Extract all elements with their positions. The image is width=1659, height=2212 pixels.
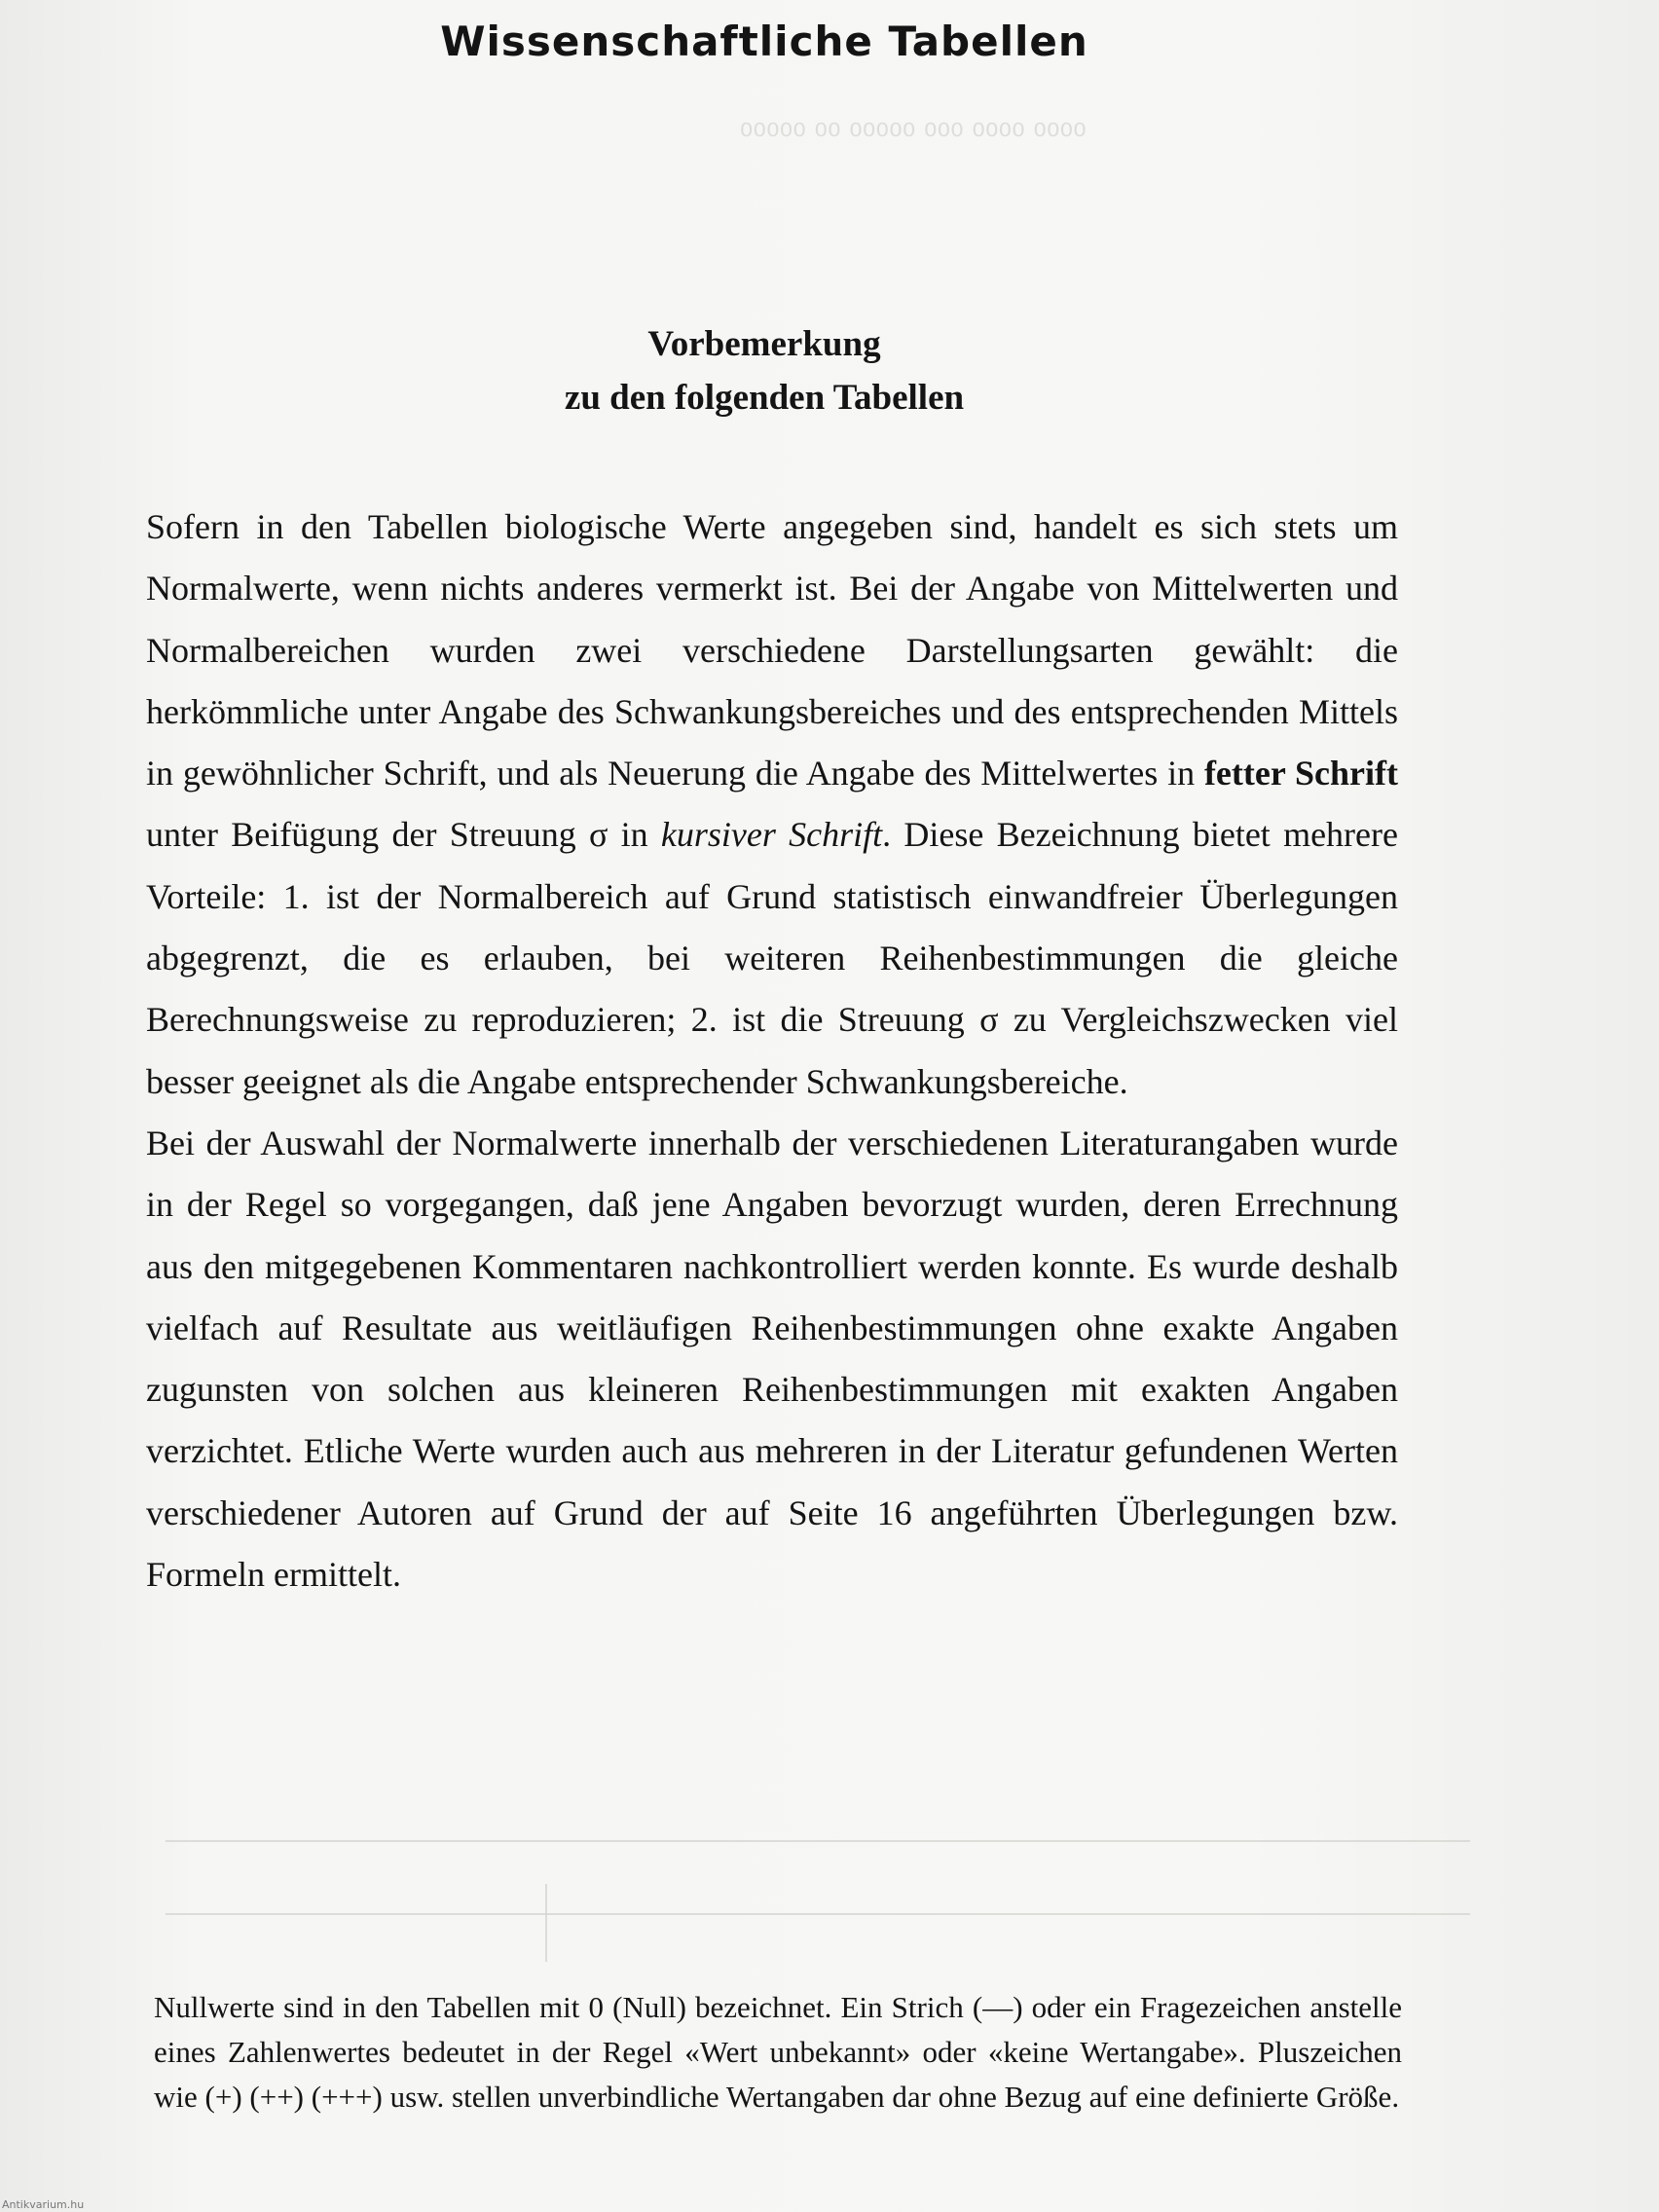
show-through-rule [545, 1884, 547, 1962]
show-through-rule [166, 1840, 1470, 1842]
watermark: Antikvarium.hu [2, 2198, 85, 2211]
show-through-rule [166, 1913, 1470, 1915]
paragraph-1: Sofern in den Tabellen biologische Werte angegeben sind, handelt es sich stets um Normalwerte, wenn nichts anderes vermerkt ist. Bei der Angabe von Mittelwerten und Normalbereichen wurden zwei verschiedene Darstellungsarten gewählt: die herkömmliche unter Angabe des Schwankungsbereiches und des entsprechenden Mittels in gewöhnlicher Schrift, und als Neuerung die Angabe des Mittelwertes in fetter Schrift unter Beifügung der Streuung σ in kursiver Schrift. Diese Bezeichnung bietet mehrere Vorteile: 1. ist der Normalbereich auf Grund statistisch einwandfreier Überlegungen abgegrenzt, die es erlauben, bei weiteren Reihenbestimmungen die gleiche Berechnungsweise zu reproduzieren; 2. ist die Streuung σ zu Vergleichszwecken viel besser geeignet als die Angabe entsprechender Schwankungsbereiche. [146, 507, 1399, 1101]
italic-phrase: kursiver Schrift [660, 815, 883, 855]
section-title-line1: Vorbemerkung [647, 324, 881, 364]
section-title-line2: zu den folgenden Tabellen [564, 378, 965, 418]
paragraph-2: Bei der Auswahl der Normalwerte innerhalb der verschiedenen Literaturangaben wurde in der Regel so vorgegangen, daß jene Angaben bevorzugt wurden, deren Errechnung aus den mitgegebenen Kommentaren nachkontrolliert werden konnte. Es wurde deshalb vielfach auf Resultate aus weitläufigen Reihenbestimmungen ohne exakte Angaben zugunsten von solchen aus kleineren Reihenbestimmungen mit exakten Angaben verzichtet. Etliche Werte wurden auch aus mehreren in der Literatur gefundenen Werten verschiedener Autoren auf Grund der auf Seite 16 angeführten Überlegungen bzw. Formeln ermittelt. [146, 1123, 1398, 1595]
body-text [146, 497, 1398, 1605]
footnote: Nullwerte sind in den Tabellen mit 0 (Null) bezeichnet. Ein Strich (—) oder ein Fragezeichen anstelle eines Zahlenwertes bedeutet in der Regel «Wert unbekannt» oder «keine Wertangabe». Pluszeichen wie (+) (++) (+++) usw. stellen unverbindliche Wertangaben dar ohne Bezug auf eine definierte Größe. [154, 1990, 1402, 2114]
show-through-text: ⁰⁰⁰⁰ ⁰⁰⁰⁰ ⁰⁰⁰ ⁰⁰⁰⁰⁰ ⁰⁰ ⁰⁰⁰⁰⁰ [740, 119, 1087, 155]
bold-phrase: fetter Schrift [1203, 754, 1399, 793]
running-header: Wissenschaftliche Tabellen [440, 18, 1088, 65]
